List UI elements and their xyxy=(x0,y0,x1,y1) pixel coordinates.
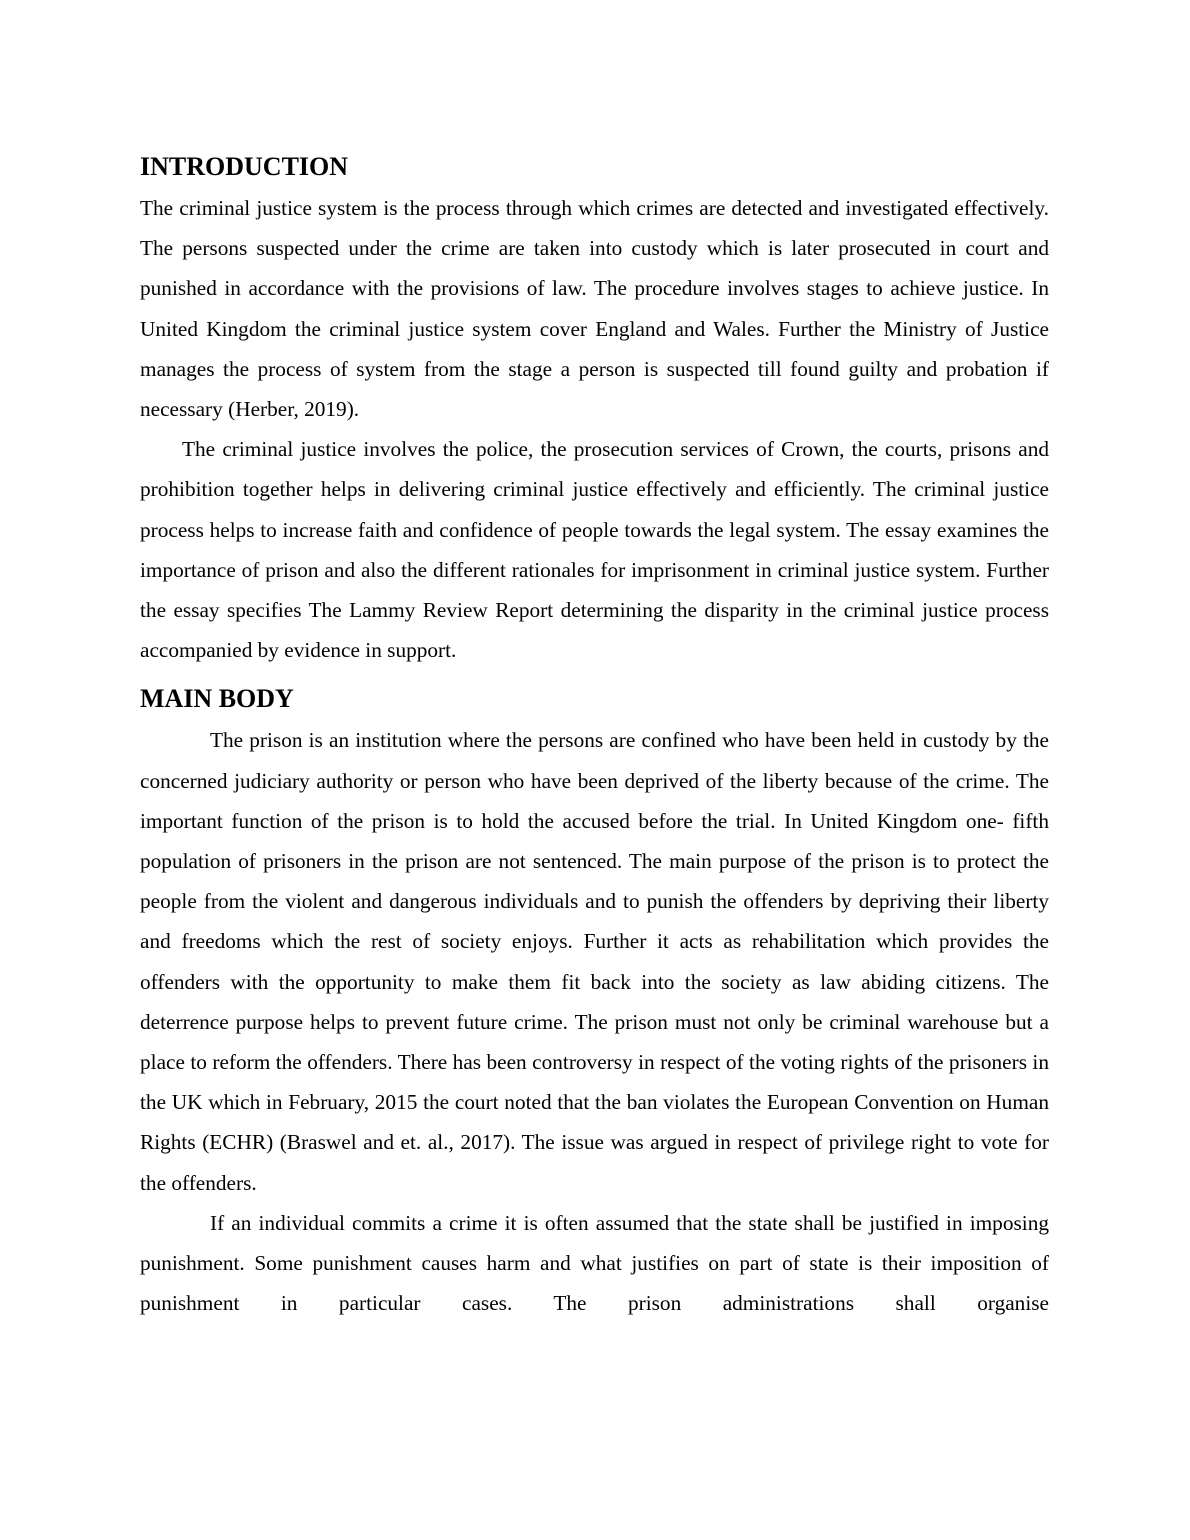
document-page xyxy=(140,148,1049,1323)
main-body-paragraph-2: If an individual commits a crime it is often assumed that the state shall be justified in imposing punishment. Some punishment causes harm and what justifies on part of state is their imposition of punishment in particular cases. The prison administrations shall organise xyxy=(140,1210,1049,1316)
main-body-paragraph-1: The prison is an institution where the persons are confined who have been held in custody by the concerned judiciary authority or person who have been deprived of the liberty because of the crime. The important function of the prison is to hold the accused before the trial. In United Kingdom one- fifth population of prisoners in the prison are not sentenced. The main purpose of the prison is to protect the people from the violent and dangerous individuals and to punish the offenders by depriving their liberty and freedoms which the rest of society enjoys. Further it acts as rehabilitation which provides the offenders with the opportunity to make them fit back into the society as law abiding citizens. The deterrence purpose helps to prevent future crime. The prison must not only be criminal warehouse but a place to reform the offenders. There has been controversy in respect of the voting rights of the prisoners in the UK which in February, 2015 the court noted that the ban violates the European Convention on Human Rights (ECHR) (Braswel and et. al., 2017). The issue was argued in respect of privilege right to vote for the offenders. xyxy=(140,728,1049,1195)
intro-paragraph-1: The criminal justice system is the process through which crimes are detected and investigated effectively. The persons suspected under the crime are taken into custody which is later prosecuted in court and punished in accordance with the provisions of law. The procedure involves stages to achieve justice. In United Kingdom the criminal justice system cover England and Wales. Further the Ministry of Justice manages the process of system from the stage a person is suspected till found guilty and probation if necessary (Herber, 2019). xyxy=(140,196,1049,422)
main-body-heading: MAIN BODY xyxy=(140,684,294,714)
intro-paragraph-2: The criminal justice involves the police, the prosecution services of Crown, the courts, prisons and prohibition together helps in delivering criminal justice effectively and efficiently. The criminal justice process helps to increase faith and confidence of people towards the legal system. The essay examines the importance of prison and also the different rationales for imprisonment in criminal justice system. Further the essay specifies The Lammy Review Report determining the disparity in the criminal justice process accompanied by evidence in support. xyxy=(140,437,1049,663)
introduction-heading: INTRODUCTION xyxy=(140,152,349,181)
